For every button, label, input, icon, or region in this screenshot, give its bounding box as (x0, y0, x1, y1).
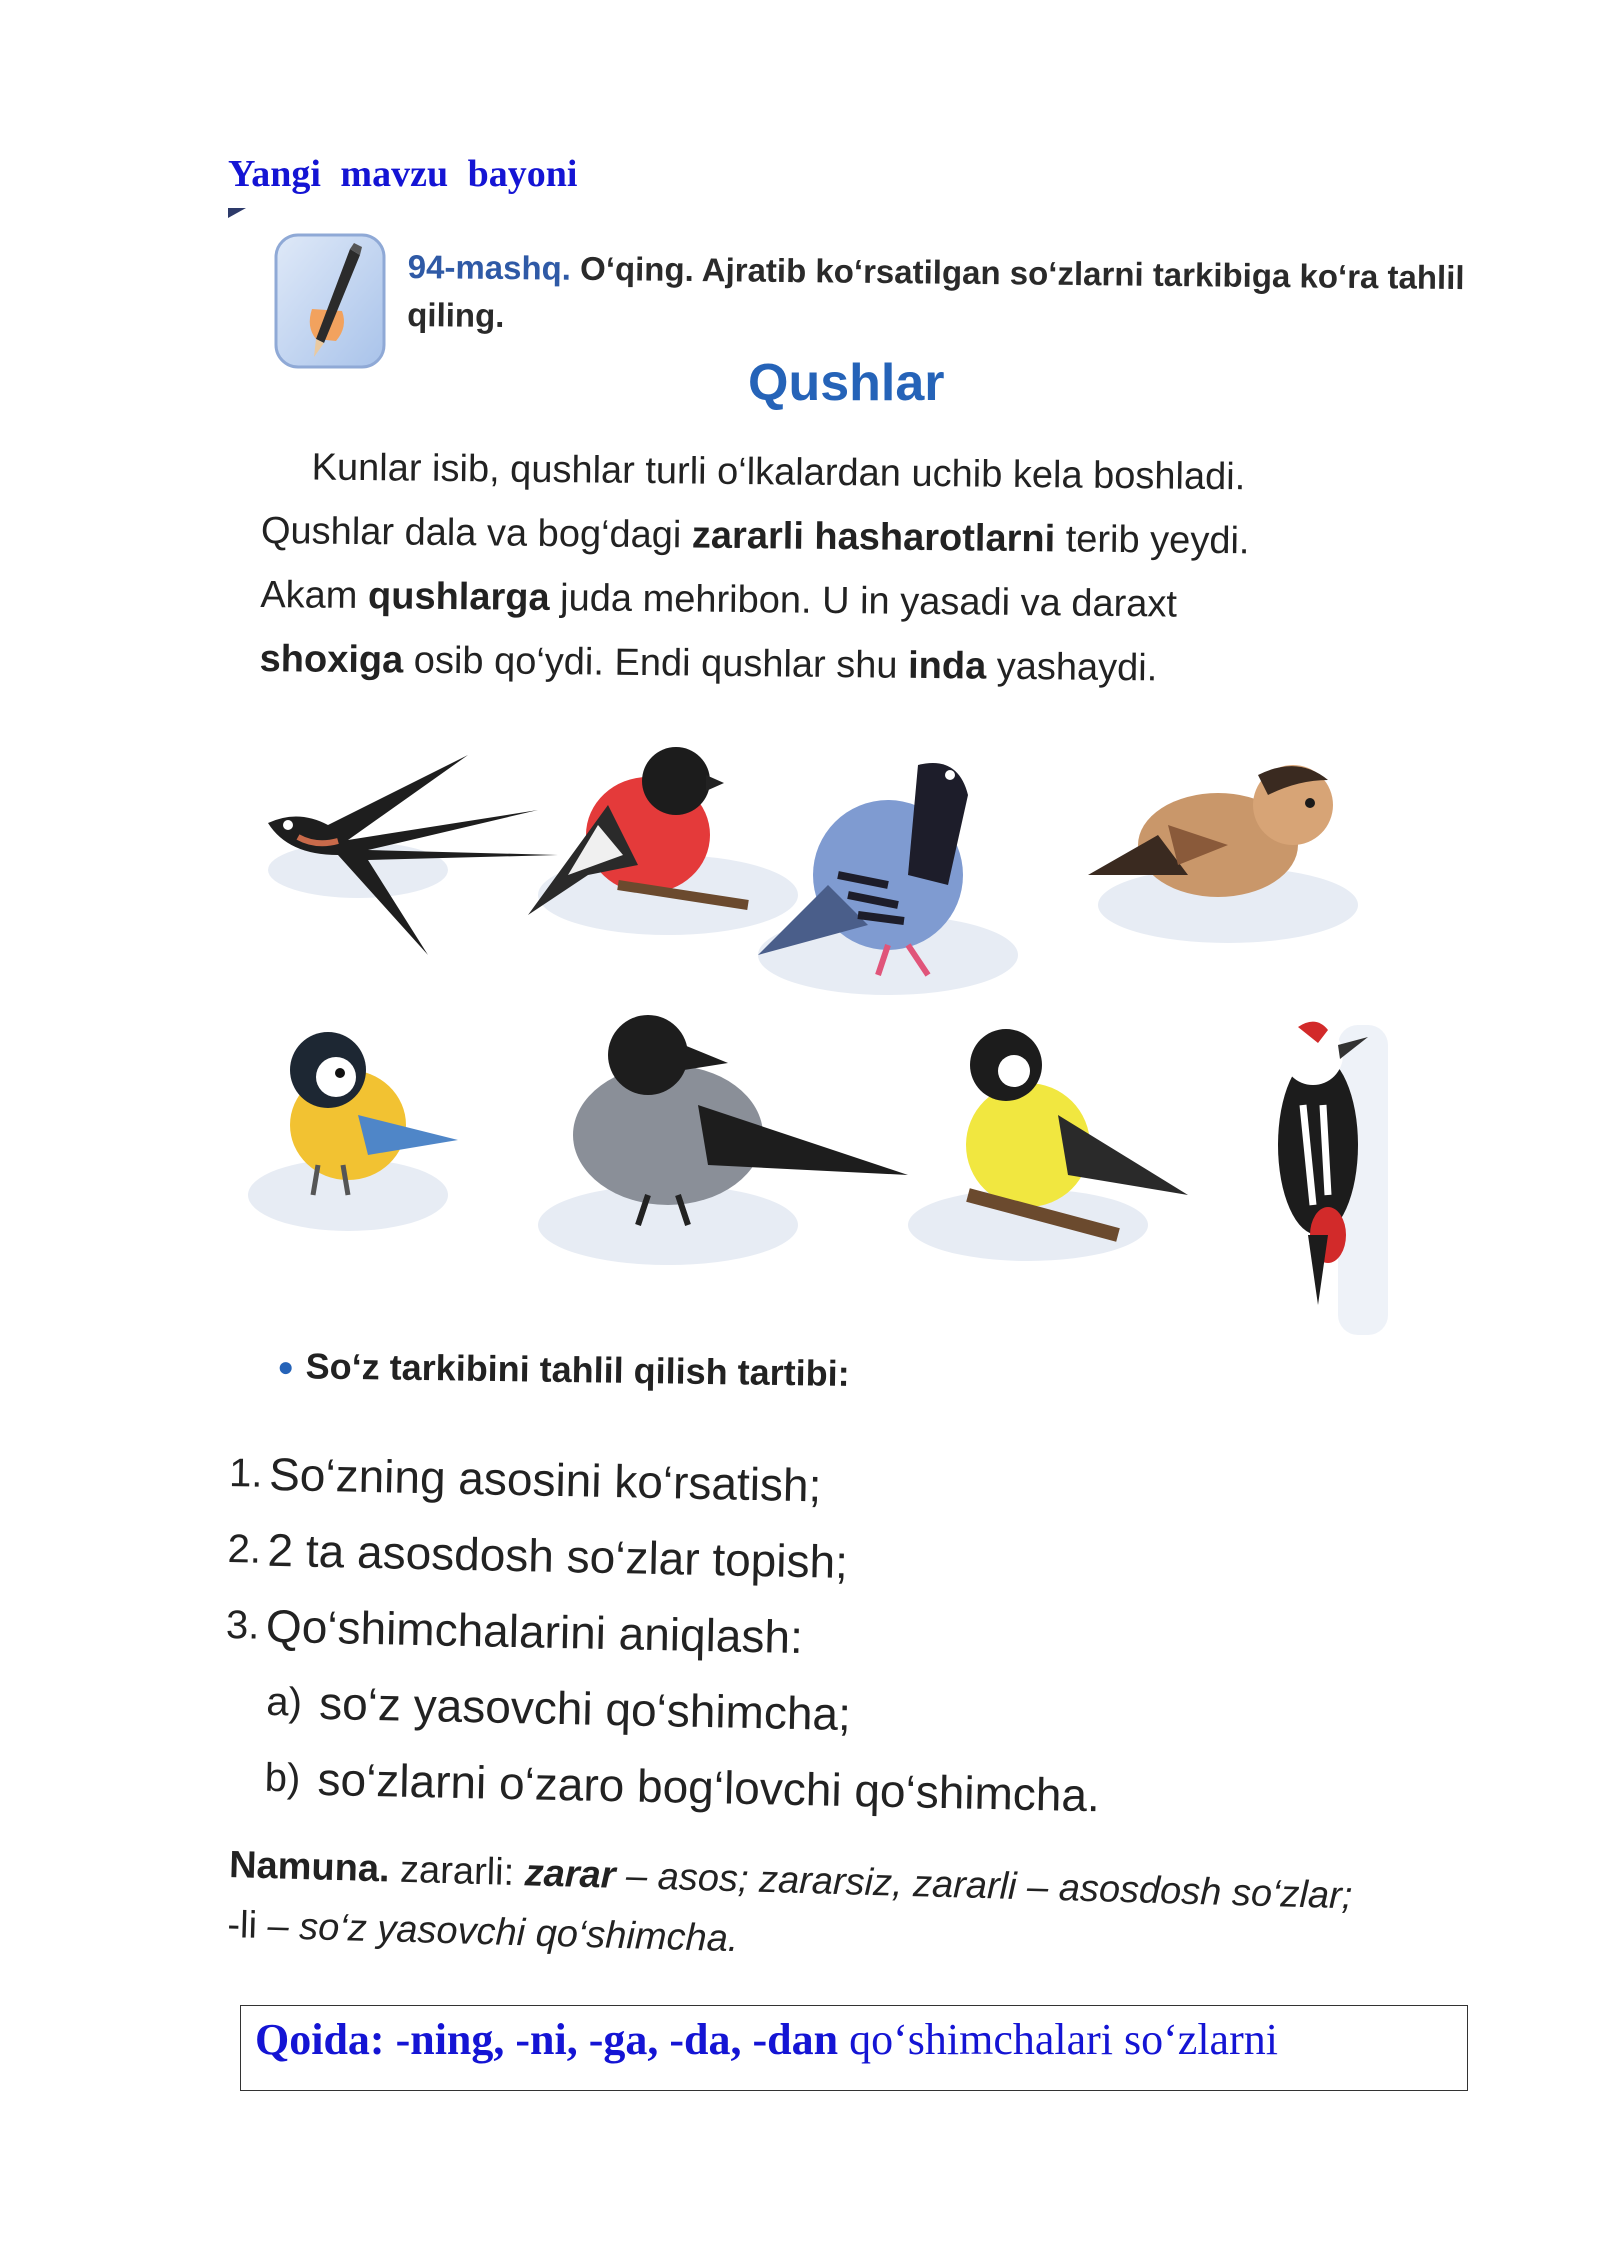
pencil-icon (272, 231, 388, 371)
great-tit-bird (908, 1029, 1188, 1261)
story-line: shoxiga osib qo‘ydi. Endi qushlar shu inda yashaydi. (259, 637, 1158, 690)
blue-tit-bird (248, 1032, 458, 1231)
highlight-word: zararli hasharotlarni (691, 514, 1056, 561)
example-line: -li – so‘z yasovchi qo‘shimcha. (226, 1903, 739, 1961)
procedure-heading: So‘z tarkibini tahlil qilish tartibi: (279, 1345, 850, 1395)
list-item: b) so‘zlarni o‘zaro bog‘lovchi qo‘shimcha. (264, 1752, 1101, 1822)
rule-label: Qoida: -ning, -ni, -ga, -da, -dan (255, 2015, 839, 2064)
list-item: a) so‘z yasovchi qo‘shimcha; (265, 1676, 852, 1741)
highlight-word: inda (907, 644, 987, 688)
story-title: Qushlar (748, 354, 945, 412)
textbook-page (225, 225, 1493, 1995)
bullet-icon (280, 1362, 292, 1374)
story-line: Akam qushlarga juda mehribon. U in yasadi va daraxt (260, 573, 1178, 626)
exercise-number: 94-mashq. (407, 247, 572, 287)
sparrow-bird (1088, 765, 1358, 943)
bullfinch-bird (528, 747, 798, 935)
list-item: 1. So‘zning asosini ko‘rsatish; (228, 1447, 822, 1512)
woodpecker-bird (1278, 1022, 1388, 1335)
pigeon-bird (758, 763, 1018, 995)
swallow-bird (268, 755, 558, 955)
example-line: Namuna. zararli: zarar – asos; zararsiz, zararli – asosdosh so‘zlar; (228, 1843, 1353, 1918)
example-block (227, 1835, 1500, 1990)
highlight-word: shoxiga (259, 637, 404, 682)
procedure-steps (222, 1435, 1430, 1840)
corner-mark-icon (228, 208, 246, 218)
exercise-text: O‘qing. Ajratib ko‘rsatilgan so‘zlarni tarkibiga ko‘ra tahlil qiling. (407, 249, 1465, 335)
hooded-crow-bird (538, 1015, 908, 1265)
highlight-word: qushlarga (367, 575, 550, 620)
list-item: 2. 2 ta asosdosh so‘zlar topish; (227, 1523, 849, 1588)
birds-illustration (228, 725, 1493, 1545)
story-line: Kunlar isib, qushlar turli o‘lkalardan uchib kela boshladi. (311, 446, 1246, 499)
story-text (259, 435, 1492, 704)
rule-box (240, 2005, 1468, 2091)
exercise-instruction (407, 243, 1468, 350)
story-line: Qushlar dala va bog‘dagi zararli hasharotlarni terib yeydi. (260, 509, 1250, 563)
list-item: 3. Qo‘shimchalarini aniqlash: (225, 1599, 804, 1664)
rule-text: qo‘shimchalari so‘zlarni (838, 2015, 1278, 2064)
section-title: Yangi mavzu bayoni (228, 153, 578, 195)
